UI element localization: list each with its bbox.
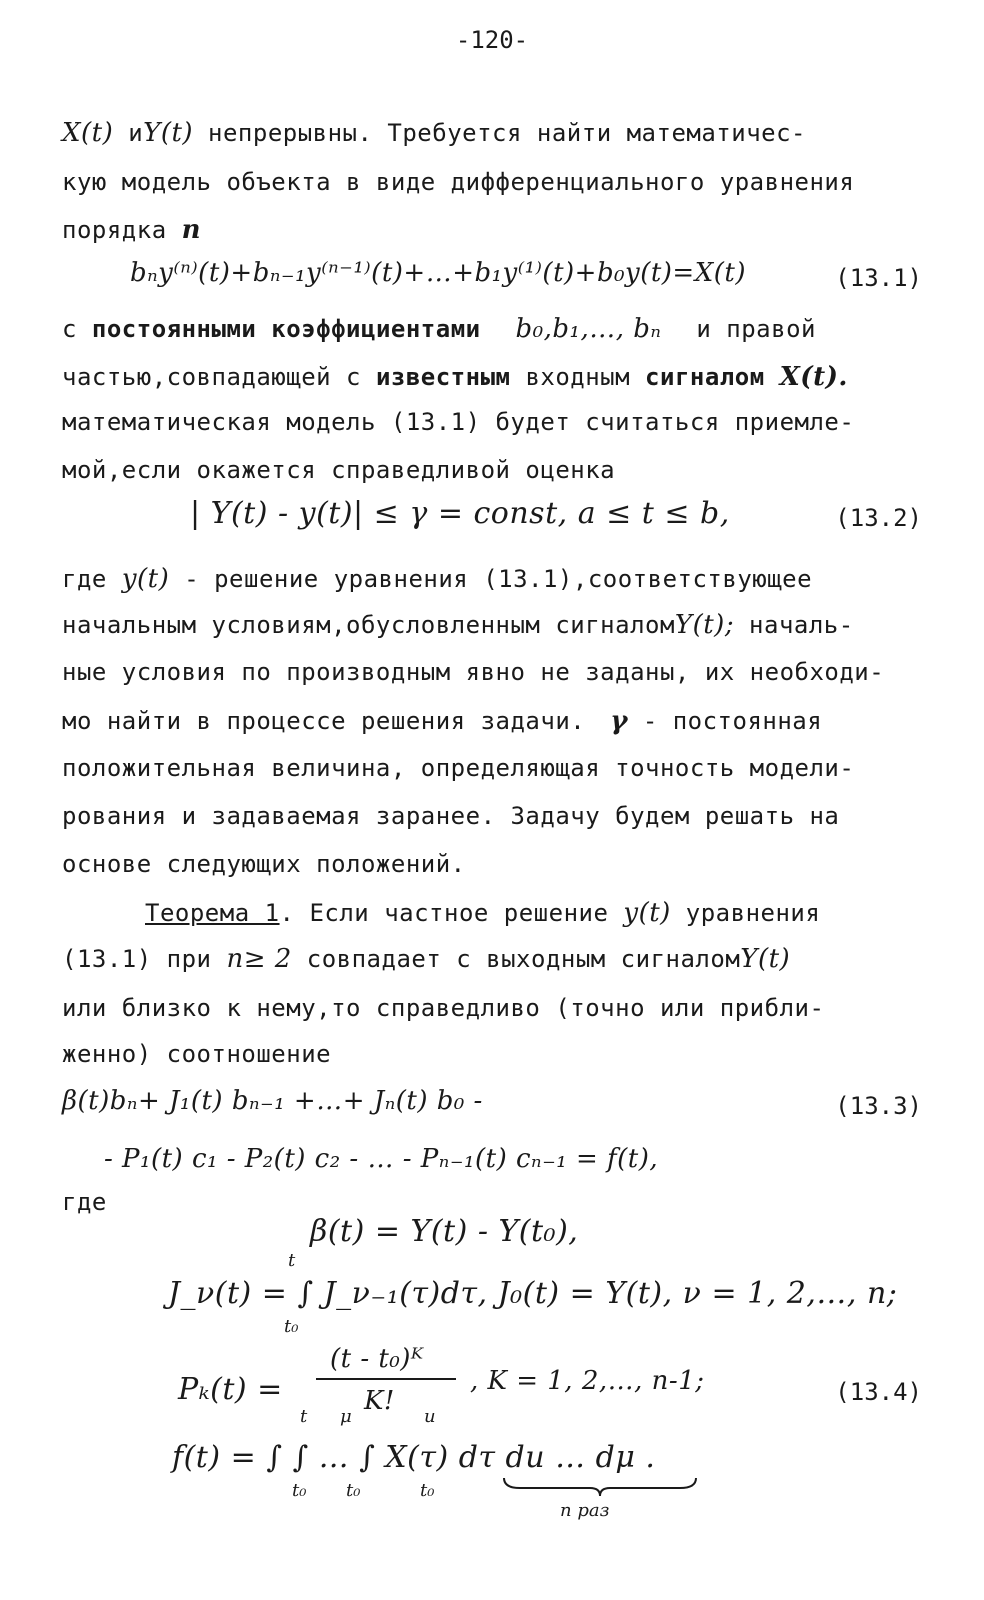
integral-lower-limit-3: t₀ xyxy=(420,1480,435,1501)
integral-upper-limit-2: μ xyxy=(340,1406,352,1427)
underbrace-icon xyxy=(500,1474,700,1500)
gamma-symbol: γ xyxy=(610,706,628,736)
equation-13-1: bₙy⁽ⁿ⁾(t)+bₙ₋₁y⁽ⁿ⁻¹⁾(t)+…+b₁y⁽¹⁾(t)+b₀y(t)=X(t) xyxy=(130,258,746,288)
text-line-6 xyxy=(62,362,932,392)
line-text: началь- xyxy=(749,611,854,639)
line-text: непрерывны. Требуется найти математичес- xyxy=(208,119,806,147)
bold-phrase: постоянными коэффициентами xyxy=(91,315,481,343)
line-text: (13.1) при xyxy=(62,945,212,973)
integral-upper-limit-1: t xyxy=(300,1406,308,1427)
line-text: начальным условиям,обусловленным сигналом xyxy=(62,611,675,639)
equation-p-k-lhs: Pₖ(t) = xyxy=(178,1372,283,1407)
line-text: уравнения xyxy=(685,899,821,927)
equation-number-13-3: (13.3) xyxy=(835,1092,922,1120)
line-text: совпадает с выходным сигналом xyxy=(306,945,741,973)
text-line-1 xyxy=(62,118,932,148)
line-text: и правой xyxy=(696,315,816,343)
bold-word: известным xyxy=(375,363,511,391)
line-text: входным xyxy=(525,363,631,391)
page-number: -120- xyxy=(455,26,529,54)
conjunction: и xyxy=(128,119,144,147)
text-line-12: ные условия по производным явно не заданы, их необходи- xyxy=(62,658,885,686)
integral-upper-limit: t xyxy=(288,1250,296,1271)
equation-beta: β(t) = Y(t) - Y(t₀), xyxy=(310,1214,579,1249)
equation-number-13-4: (13.4) xyxy=(835,1378,922,1406)
integral-lower-limit: t₀ xyxy=(284,1316,299,1337)
equation-p-k-rhs: , K = 1, 2,…, n-1; xyxy=(470,1366,705,1396)
integral-lower-limit-1: t₀ xyxy=(292,1480,307,1501)
line-text: с xyxy=(62,315,77,343)
equation-j-nu: J_ν(t) = ∫ J_ν₋₁(τ)dτ, J₀(t) = Y(t), ν = 1, 2,…, n; xyxy=(168,1276,898,1311)
formula-y-t: Y(t) xyxy=(740,944,791,974)
text-line-17 xyxy=(145,898,984,928)
fraction-denominator: K! xyxy=(364,1386,395,1416)
text-line-20: женно) соотношение xyxy=(62,1040,332,1068)
text-line-15: рования и задаваемая заранее. Задачу будем решать на xyxy=(62,802,840,830)
fraction-bar xyxy=(316,1378,456,1380)
integral-lower-limit-2: t₀ xyxy=(346,1480,361,1501)
equation-number-13-1: (13.1) xyxy=(835,264,922,292)
bold-word: сигналом xyxy=(645,363,765,391)
text-line-18 xyxy=(62,944,932,974)
equation-number-13-2: (13.2) xyxy=(835,504,922,532)
line-text: частью,совпадающей с xyxy=(62,363,361,391)
text-line-19: или близко к нему,то справедливо (точно или прибли- xyxy=(62,994,825,1022)
text-line-11 xyxy=(62,610,932,640)
equation-13-3-line-1: β(t)bₙ+ J₁(t) bₙ₋₁ +…+ Jₙ(t) b₀ - xyxy=(62,1086,483,1116)
line-text: где xyxy=(62,565,107,593)
equation-f-t: f(t) = ∫ ∫ … ∫ X(τ) dτ du … dμ . xyxy=(172,1440,656,1475)
text-line-7: математическая модель (13.1) будет считаться приемле- xyxy=(62,408,855,436)
integral-upper-limit-3: u xyxy=(424,1406,436,1427)
line-text: - постоянная xyxy=(642,707,823,735)
text-line-14: положительная величина, определяющая точность модели- xyxy=(62,754,855,782)
line-text: порядка xyxy=(62,216,167,244)
condition-n: n≥ 2 xyxy=(226,944,292,974)
formula-y-t: y(t) xyxy=(121,564,170,594)
text-line-13 xyxy=(62,706,932,736)
where-label: где xyxy=(62,1188,107,1216)
line-text: . Если частное решение xyxy=(279,899,609,927)
formula-x-t: X(t). xyxy=(779,362,848,392)
coefficients: b₀,b₁,…, bₙ xyxy=(515,314,662,344)
fraction-numerator: (t - t₀)ᴷ xyxy=(330,1344,424,1374)
equation-13-2: | Y(t) - y(t)| ≤ γ = const, a ≤ t ≤ b, xyxy=(190,496,730,531)
underbrace-label: n раз xyxy=(560,1500,610,1521)
text-line-3 xyxy=(62,215,932,245)
text-line-2: кую модель объекта в виде дифференциального уравнения xyxy=(62,168,855,196)
formula-x-t: X(t) xyxy=(62,118,114,148)
order-n: n xyxy=(181,215,202,245)
line-text: мо найти в процессе решения задачи. xyxy=(62,707,586,735)
text-line-8: мой,если окажется справедливой оценка xyxy=(62,456,616,484)
text-line-10 xyxy=(62,564,932,594)
line-text: - решение уравнения (13.1),соответствующее xyxy=(184,565,813,593)
equation-13-3-line-2: - P₁(t) c₁ - P₂(t) c₂ - … - Pₙ₋₁(t) cₙ₋₁ = f(t), xyxy=(104,1144,659,1174)
formula-y-t: y(t) xyxy=(623,898,671,928)
text-line-5 xyxy=(62,314,932,344)
formula-y-t: Y(t) xyxy=(143,118,194,148)
text-line-16: основе следующих положений. xyxy=(62,850,466,878)
theorem-label: Теорема 1 xyxy=(145,899,280,927)
formula-y-t: Y(t); xyxy=(674,610,735,640)
